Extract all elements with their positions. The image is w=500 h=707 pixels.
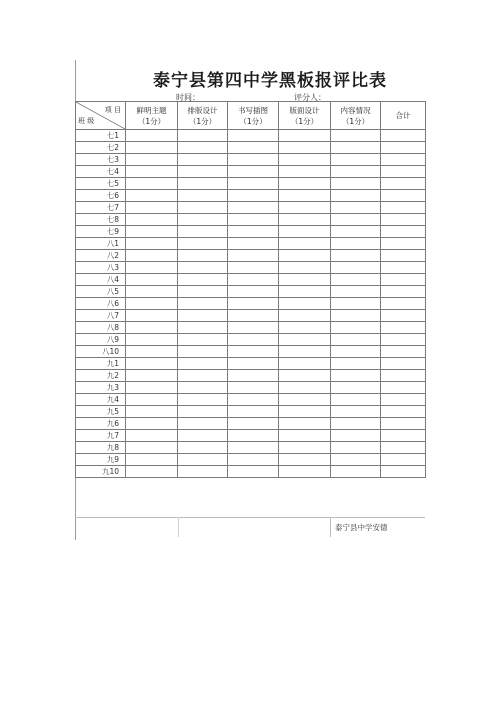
score-cell[interactable]	[381, 430, 426, 442]
score-cell[interactable]	[331, 370, 381, 382]
class-name-cell: 九5	[76, 406, 126, 418]
score-cell[interactable]	[228, 262, 279, 274]
class-name-cell: 九1	[76, 358, 126, 370]
score-cell[interactable]	[228, 454, 279, 466]
score-cell[interactable]	[178, 358, 228, 370]
class-name-cell: 八4	[76, 274, 126, 286]
table-row	[76, 154, 426, 166]
score-cell[interactable]	[331, 418, 381, 430]
score-cell[interactable]	[279, 250, 331, 262]
class-name-cell: 七8	[76, 214, 126, 226]
class-name-cell: 八9	[76, 334, 126, 346]
score-cell[interactable]	[178, 226, 228, 238]
score-cell[interactable]	[279, 262, 331, 274]
score-cell[interactable]	[279, 154, 331, 166]
score-cell[interactable]	[228, 334, 279, 346]
column-name: 鲜明主题	[136, 105, 167, 115]
table-row	[76, 178, 426, 190]
score-cell[interactable]	[178, 430, 228, 442]
score-cell[interactable]	[228, 214, 279, 226]
score-cell[interactable]	[126, 286, 178, 298]
score-cell[interactable]	[178, 130, 228, 142]
footer-row	[75, 517, 425, 537]
table-row	[76, 466, 426, 478]
score-cell[interactable]	[331, 286, 381, 298]
score-cell[interactable]	[331, 142, 381, 154]
table-row	[76, 262, 426, 274]
score-cell[interactable]	[381, 250, 426, 262]
score-cell[interactable]	[279, 454, 331, 466]
score-cell[interactable]	[331, 202, 381, 214]
score-cell[interactable]	[228, 430, 279, 442]
score-cell[interactable]	[331, 358, 381, 370]
score-cell[interactable]	[228, 238, 279, 250]
score-cell[interactable]	[331, 454, 381, 466]
score-cell[interactable]	[331, 214, 381, 226]
table-row	[76, 322, 426, 334]
score-cell[interactable]	[279, 178, 331, 190]
score-cell[interactable]	[279, 370, 331, 382]
score-cell[interactable]	[381, 178, 426, 190]
class-name-cell: 七9	[76, 226, 126, 238]
score-cell[interactable]	[178, 166, 228, 178]
score-cell[interactable]	[178, 346, 228, 358]
column-name: 内容情况	[340, 105, 371, 115]
score-cell[interactable]	[126, 334, 178, 346]
class-name-cell: 七5	[76, 178, 126, 190]
score-cell[interactable]	[381, 442, 426, 454]
class-name-cell: 九9	[76, 454, 126, 466]
score-cell[interactable]	[178, 310, 228, 322]
score-cell[interactable]	[126, 154, 178, 166]
score-cell[interactable]	[381, 166, 426, 178]
table-row	[76, 406, 426, 418]
score-cell[interactable]	[126, 226, 178, 238]
score-cell[interactable]	[126, 202, 178, 214]
score-cell[interactable]	[228, 346, 279, 358]
score-cell[interactable]	[331, 466, 381, 478]
score-cell[interactable]	[178, 394, 228, 406]
score-cell[interactable]	[279, 166, 331, 178]
score-cell[interactable]	[126, 190, 178, 202]
score-cell[interactable]	[279, 406, 331, 418]
score-cell[interactable]	[126, 298, 178, 310]
table-row	[76, 418, 426, 430]
class-name-cell: 七4	[76, 166, 126, 178]
table-row	[76, 202, 426, 214]
score-cell[interactable]	[279, 430, 331, 442]
score-cell[interactable]	[126, 406, 178, 418]
score-cell[interactable]	[381, 406, 426, 418]
score-cell[interactable]	[228, 202, 279, 214]
score-cell[interactable]	[331, 262, 381, 274]
score-cell[interactable]	[178, 178, 228, 190]
score-cell[interactable]	[126, 418, 178, 430]
score-cell[interactable]	[279, 226, 331, 238]
class-name-cell: 八2	[76, 250, 126, 262]
score-cell[interactable]	[126, 322, 178, 334]
score-cell[interactable]	[126, 130, 178, 142]
table-row	[76, 250, 426, 262]
score-cell[interactable]	[381, 358, 426, 370]
score-cell[interactable]	[331, 154, 381, 166]
score-cell[interactable]	[126, 178, 178, 190]
score-cell[interactable]	[381, 346, 426, 358]
score-cell[interactable]	[381, 226, 426, 238]
column-header-content	[331, 102, 381, 130]
corner-class-label: 班 级	[78, 117, 95, 125]
score-cell[interactable]	[228, 226, 279, 238]
class-name-cell: 九6	[76, 418, 126, 430]
score-cell[interactable]	[381, 262, 426, 274]
score-cell[interactable]	[331, 166, 381, 178]
table-row	[76, 346, 426, 358]
column-header-writing	[228, 102, 279, 130]
class-name-cell: 九3	[76, 382, 126, 394]
table-row	[76, 430, 426, 442]
score-cell[interactable]	[126, 238, 178, 250]
class-name-cell: 七6	[76, 190, 126, 202]
score-cell[interactable]	[126, 466, 178, 478]
score-cell[interactable]	[381, 190, 426, 202]
score-cell[interactable]	[126, 382, 178, 394]
score-cell[interactable]	[279, 238, 331, 250]
score-cell[interactable]	[126, 214, 178, 226]
class-name-cell: 八5	[76, 286, 126, 298]
score-cell[interactable]	[381, 130, 426, 142]
column-score: （1分）	[341, 116, 370, 126]
score-cell[interactable]	[228, 274, 279, 286]
score-cell[interactable]	[228, 442, 279, 454]
score-cell[interactable]	[381, 322, 426, 334]
column-name: 合计	[395, 111, 411, 120]
score-cell[interactable]	[279, 310, 331, 322]
score-cell[interactable]	[331, 298, 381, 310]
score-cell[interactable]	[381, 238, 426, 250]
score-cell[interactable]	[279, 394, 331, 406]
score-cell[interactable]	[178, 154, 228, 166]
score-cell[interactable]	[331, 310, 381, 322]
class-name-cell: 九8	[76, 442, 126, 454]
score-cell[interactable]	[279, 190, 331, 202]
score-cell[interactable]	[228, 418, 279, 430]
score-cell[interactable]	[331, 430, 381, 442]
score-cell[interactable]	[381, 334, 426, 346]
column-header-layout	[178, 102, 228, 130]
footer-column-line	[178, 517, 179, 537]
score-cell[interactable]	[228, 286, 279, 298]
table-row	[76, 238, 426, 250]
score-cell[interactable]	[228, 250, 279, 262]
score-cell[interactable]	[331, 406, 381, 418]
score-cell[interactable]	[178, 262, 228, 274]
table-row	[76, 286, 426, 298]
column-header-theme	[126, 102, 178, 130]
class-name-cell: 八7	[76, 310, 126, 322]
score-cell[interactable]	[126, 394, 178, 406]
table-row	[76, 358, 426, 370]
score-cell[interactable]	[279, 442, 331, 454]
table-header-row	[76, 102, 426, 130]
score-cell[interactable]	[178, 466, 228, 478]
score-cell[interactable]	[381, 142, 426, 154]
score-cell[interactable]	[228, 298, 279, 310]
table-row	[76, 370, 426, 382]
class-name-cell: 七3	[76, 154, 126, 166]
corner-item-label: 项 目	[104, 106, 121, 114]
score-table	[75, 101, 426, 478]
table-row	[76, 190, 426, 202]
score-cell[interactable]	[228, 310, 279, 322]
score-cell[interactable]	[381, 274, 426, 286]
score-cell[interactable]	[178, 250, 228, 262]
score-cell[interactable]	[178, 382, 228, 394]
column-header-design	[279, 102, 331, 130]
table-row	[76, 226, 426, 238]
score-cell[interactable]	[279, 214, 331, 226]
table-row	[76, 166, 426, 178]
score-cell[interactable]	[126, 370, 178, 382]
score-cell[interactable]	[381, 370, 426, 382]
score-cell[interactable]	[178, 442, 228, 454]
class-name-cell: 七7	[76, 202, 126, 214]
class-name-cell: 七1	[76, 130, 126, 142]
score-cell[interactable]	[331, 190, 381, 202]
score-cell[interactable]	[279, 322, 331, 334]
score-cell[interactable]	[279, 382, 331, 394]
table-row	[76, 214, 426, 226]
score-cell[interactable]	[126, 250, 178, 262]
score-cell[interactable]	[331, 250, 381, 262]
score-cell[interactable]	[178, 142, 228, 154]
score-cell[interactable]	[331, 442, 381, 454]
column-name: 排版设计	[187, 105, 218, 115]
table-row	[76, 454, 426, 466]
class-name-cell: 八6	[76, 298, 126, 310]
score-cell[interactable]	[228, 322, 279, 334]
score-cell[interactable]	[178, 286, 228, 298]
table-row	[76, 334, 426, 346]
column-score: （1分）	[137, 116, 166, 126]
table-row	[76, 274, 426, 286]
score-cell[interactable]	[381, 298, 426, 310]
score-cell[interactable]	[279, 142, 331, 154]
score-cell[interactable]	[279, 334, 331, 346]
score-cell[interactable]	[381, 310, 426, 322]
class-name-cell: 九7	[76, 430, 126, 442]
score-cell[interactable]	[178, 454, 228, 466]
score-cell[interactable]	[279, 286, 331, 298]
table-body	[76, 130, 426, 478]
footer-issuer: 泰宁县中学安德	[335, 523, 388, 532]
class-name-cell: 七2	[76, 142, 126, 154]
score-cell[interactable]	[126, 166, 178, 178]
score-cell[interactable]	[331, 274, 381, 286]
table-row	[76, 394, 426, 406]
score-cell[interactable]	[178, 214, 228, 226]
score-cell[interactable]	[178, 370, 228, 382]
score-cell[interactable]	[126, 274, 178, 286]
score-cell[interactable]	[126, 310, 178, 322]
score-cell[interactable]	[178, 406, 228, 418]
score-cell[interactable]	[331, 346, 381, 358]
class-name-cell: 八3	[76, 262, 126, 274]
table-row	[76, 382, 426, 394]
sheet-title: 泰宁县第四中学黑板报评比表	[153, 71, 387, 91]
score-cell[interactable]	[331, 238, 381, 250]
score-cell[interactable]	[228, 178, 279, 190]
score-cell[interactable]	[381, 394, 426, 406]
score-cell[interactable]	[178, 298, 228, 310]
column-score: （1分）	[239, 116, 267, 126]
score-cell[interactable]	[331, 334, 381, 346]
score-cell[interactable]	[381, 154, 426, 166]
score-cell[interactable]	[228, 154, 279, 166]
score-cell[interactable]	[178, 202, 228, 214]
score-cell[interactable]	[126, 430, 178, 442]
score-cell[interactable]	[331, 178, 381, 190]
score-cell[interactable]	[178, 238, 228, 250]
score-cell[interactable]	[126, 454, 178, 466]
table-row	[76, 130, 426, 142]
score-cell[interactable]	[279, 130, 331, 142]
class-name-cell: 八8	[76, 322, 126, 334]
class-name-cell: 八10	[76, 346, 126, 358]
table-row	[76, 442, 426, 454]
score-cell[interactable]	[279, 358, 331, 370]
score-cell[interactable]	[228, 130, 279, 142]
score-cell[interactable]	[126, 142, 178, 154]
score-cell[interactable]	[228, 370, 279, 382]
score-cell[interactable]	[228, 190, 279, 202]
score-cell[interactable]	[178, 334, 228, 346]
time-label: 时间：	[176, 93, 200, 102]
column-name: 书写插图	[238, 105, 268, 115]
score-cell[interactable]	[279, 418, 331, 430]
column-header-total	[381, 102, 426, 130]
class-name-cell: 九4	[76, 394, 126, 406]
score-cell[interactable]	[126, 262, 178, 274]
score-cell[interactable]	[279, 346, 331, 358]
column-name: 版面设计	[289, 105, 320, 115]
table-row	[76, 142, 426, 154]
score-cell[interactable]	[228, 142, 279, 154]
class-name-cell: 九2	[76, 370, 126, 382]
score-cell[interactable]	[331, 226, 381, 238]
score-cell[interactable]	[228, 382, 279, 394]
table-row	[76, 298, 426, 310]
score-cell[interactable]	[126, 358, 178, 370]
score-cell[interactable]	[178, 322, 228, 334]
score-cell[interactable]	[381, 286, 426, 298]
footer-cell	[330, 517, 426, 537]
score-cell[interactable]	[279, 274, 331, 286]
score-cell[interactable]	[279, 298, 331, 310]
score-cell[interactable]	[279, 202, 331, 214]
score-cell[interactable]	[228, 406, 279, 418]
score-cell[interactable]	[228, 394, 279, 406]
score-cell[interactable]	[279, 466, 331, 478]
score-cell[interactable]	[381, 454, 426, 466]
score-cell[interactable]	[178, 274, 228, 286]
score-cell[interactable]	[228, 466, 279, 478]
score-cell[interactable]	[228, 358, 279, 370]
table-row	[76, 310, 426, 322]
score-cell[interactable]	[126, 442, 178, 454]
score-cell[interactable]	[381, 382, 426, 394]
score-cell[interactable]	[178, 418, 228, 430]
score-cell[interactable]	[331, 394, 381, 406]
column-score: （1分）	[188, 116, 217, 126]
score-cell[interactable]	[381, 214, 426, 226]
score-cell[interactable]	[126, 346, 178, 358]
column-score: （1分）	[290, 116, 319, 126]
score-cell[interactable]	[331, 130, 381, 142]
score-cell[interactable]	[178, 190, 228, 202]
score-cell[interactable]	[381, 202, 426, 214]
rater-label: 评分人：	[294, 93, 326, 102]
class-name-cell: 九10	[76, 466, 126, 478]
score-cell[interactable]	[381, 466, 426, 478]
score-cell[interactable]	[228, 166, 279, 178]
diagonal-corner-header	[76, 102, 126, 130]
score-cell[interactable]	[381, 418, 426, 430]
score-cell[interactable]	[331, 382, 381, 394]
score-cell[interactable]	[331, 322, 381, 334]
class-name-cell: 八1	[76, 238, 126, 250]
